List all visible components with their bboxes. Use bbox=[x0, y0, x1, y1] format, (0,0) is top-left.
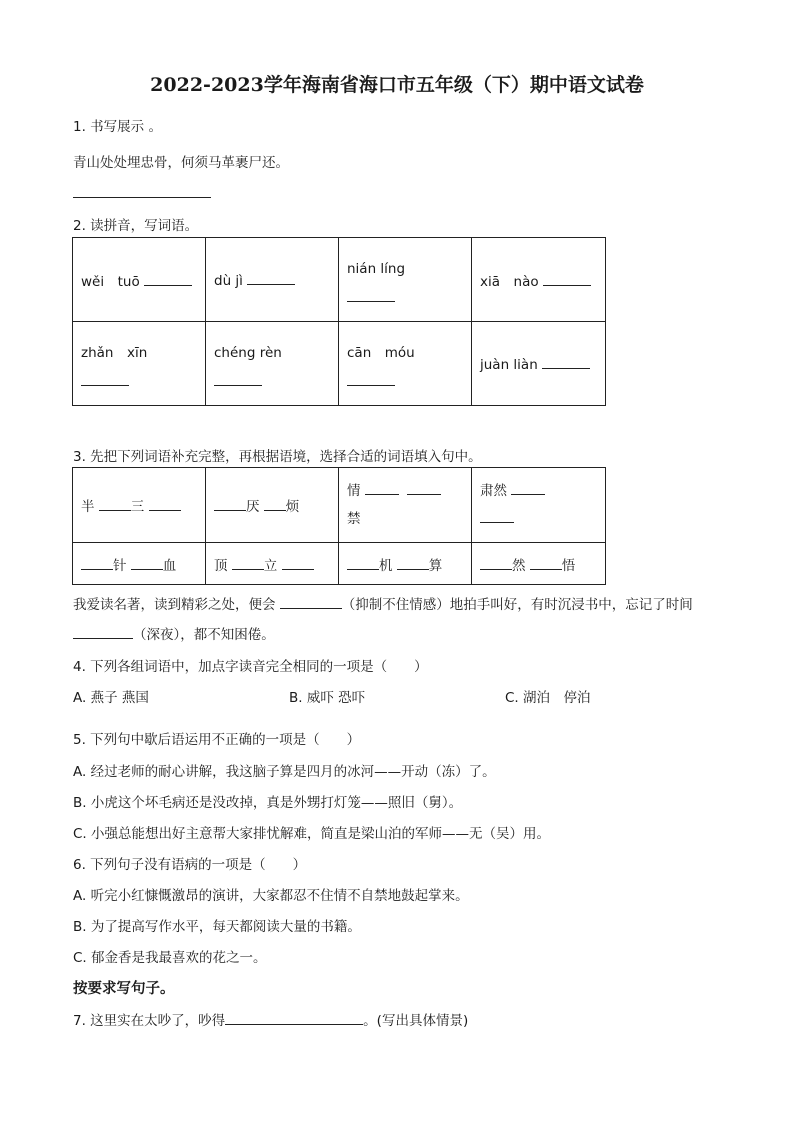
q3-cell-8: 然 悟 bbox=[472, 543, 606, 585]
blank[interactable] bbox=[347, 555, 379, 570]
q3-cell-3: 情 禁 bbox=[339, 468, 472, 543]
page-title: 2022-2023学年海南省海口市五年级（下）期中语文试卷 bbox=[150, 74, 644, 96]
q2-cell-1: wěi tuō bbox=[73, 238, 206, 322]
q4-option-c[interactable]: C. 湖泊 停泊 bbox=[505, 690, 591, 706]
q2-cell-3: nián líng bbox=[339, 238, 472, 322]
q3-cell-2: 厌 烦 bbox=[206, 468, 339, 543]
q2-cell-6: chéng rèn bbox=[206, 322, 339, 406]
q4-option-b[interactable]: B. 威吓 恐吓 bbox=[289, 690, 366, 706]
blank[interactable] bbox=[480, 555, 512, 570]
blank[interactable] bbox=[99, 496, 131, 511]
blank[interactable] bbox=[73, 624, 133, 639]
q3-label: 3. 先把下列词语补充完整，再根据语境，选择合适的词语填入句中。 bbox=[73, 449, 482, 465]
blank[interactable] bbox=[282, 555, 314, 570]
q5-option-b[interactable]: B. 小虎这个坏毛病还是没改掉，真是外甥打灯笼——照旧（舅）。 bbox=[73, 795, 463, 811]
blank[interactable] bbox=[149, 496, 181, 511]
blank[interactable] bbox=[280, 594, 342, 609]
blank[interactable] bbox=[511, 480, 545, 495]
blank[interactable] bbox=[365, 480, 399, 495]
blank[interactable] bbox=[247, 270, 295, 285]
q4-label: 4. 下列各组词语中，加点字读音完全相同的一项是（ ） bbox=[73, 659, 428, 675]
blank[interactable] bbox=[530, 555, 562, 570]
q5-option-a[interactable]: A. 经过老师的耐心讲解，我这脑子算是四月的冰河——开动（冻）了。 bbox=[73, 764, 496, 780]
q3-cell-4: 肃然 bbox=[472, 468, 606, 543]
q1-text: 青山处处埋忠骨，何须马革裹尸还。 bbox=[73, 155, 289, 171]
blank[interactable] bbox=[543, 271, 591, 286]
q3-cell-5: 针 血 bbox=[73, 543, 206, 585]
blank[interactable] bbox=[81, 555, 113, 570]
q2-label: 2. 读拼音，写词语。 bbox=[73, 218, 199, 234]
q6-label: 6. 下列句子没有语病的一项是（ ） bbox=[73, 857, 307, 873]
blank[interactable] bbox=[232, 555, 264, 570]
q6-option-c[interactable]: C. 郁金香是我最喜欢的花之一。 bbox=[73, 950, 267, 966]
blank[interactable] bbox=[214, 496, 246, 511]
blank[interactable] bbox=[542, 354, 590, 369]
q4-option-a[interactable]: A. 燕子 燕国 bbox=[73, 690, 149, 706]
blank[interactable] bbox=[407, 480, 441, 495]
q2-cell-2: dù jì bbox=[206, 238, 339, 322]
q2-cell-8: juàn liàn bbox=[472, 322, 606, 406]
q7-text: 7. 这里实在太吵了，吵得 。(写出具体情景) bbox=[73, 1009, 468, 1029]
blank[interactable] bbox=[81, 371, 129, 386]
section-heading: 按要求写句子。 bbox=[73, 981, 175, 997]
blank[interactable] bbox=[480, 508, 514, 523]
q2-cell-4: xiā nào bbox=[472, 238, 606, 322]
q2-cell-7: cān móu bbox=[339, 322, 472, 406]
q3-cell-6: 顶 立 bbox=[206, 543, 339, 585]
blank[interactable] bbox=[397, 555, 429, 570]
blank[interactable] bbox=[144, 271, 192, 286]
q2-cell-5: zhǎn xīn bbox=[73, 322, 206, 406]
q1-answer-line[interactable] bbox=[73, 197, 211, 198]
blank[interactable] bbox=[131, 555, 163, 570]
q5-label: 5. 下列句中歇后语运用不正确的一项是（ ） bbox=[73, 732, 361, 748]
q1-label: 1. 书写展示 。 bbox=[73, 119, 162, 135]
q5-option-c[interactable]: C. 小强总能想出好主意帮大家排忧解难，简直是梁山泊的军师——无（吴）用。 bbox=[73, 826, 551, 842]
q3-sentence-line1: 我爱读名著，读到精彩之处，便会 （抑制不住情感）地拍手叫好，有时沉浸书中，忘记了时间 bbox=[73, 593, 693, 613]
q3-sentence-line2: （深夜），都不知困倦。 bbox=[73, 623, 275, 643]
blank[interactable] bbox=[347, 371, 395, 386]
blank[interactable] bbox=[214, 371, 262, 386]
blank[interactable] bbox=[264, 496, 286, 511]
q2-pinyin-table bbox=[72, 237, 606, 406]
q3-idiom-table bbox=[72, 467, 606, 585]
blank[interactable] bbox=[347, 287, 395, 302]
q3-cell-7: 机 算 bbox=[339, 543, 472, 585]
q3-cell-1: 半 三 bbox=[73, 468, 206, 543]
q6-option-a[interactable]: A. 听完小红慷慨激昂的演讲，大家都忍不住情不自禁地鼓起掌来。 bbox=[73, 888, 469, 904]
q6-option-b[interactable]: B. 为了提高写作水平，每天都阅读大量的书籍。 bbox=[73, 919, 361, 935]
q7-answer-blank[interactable] bbox=[225, 1010, 363, 1025]
